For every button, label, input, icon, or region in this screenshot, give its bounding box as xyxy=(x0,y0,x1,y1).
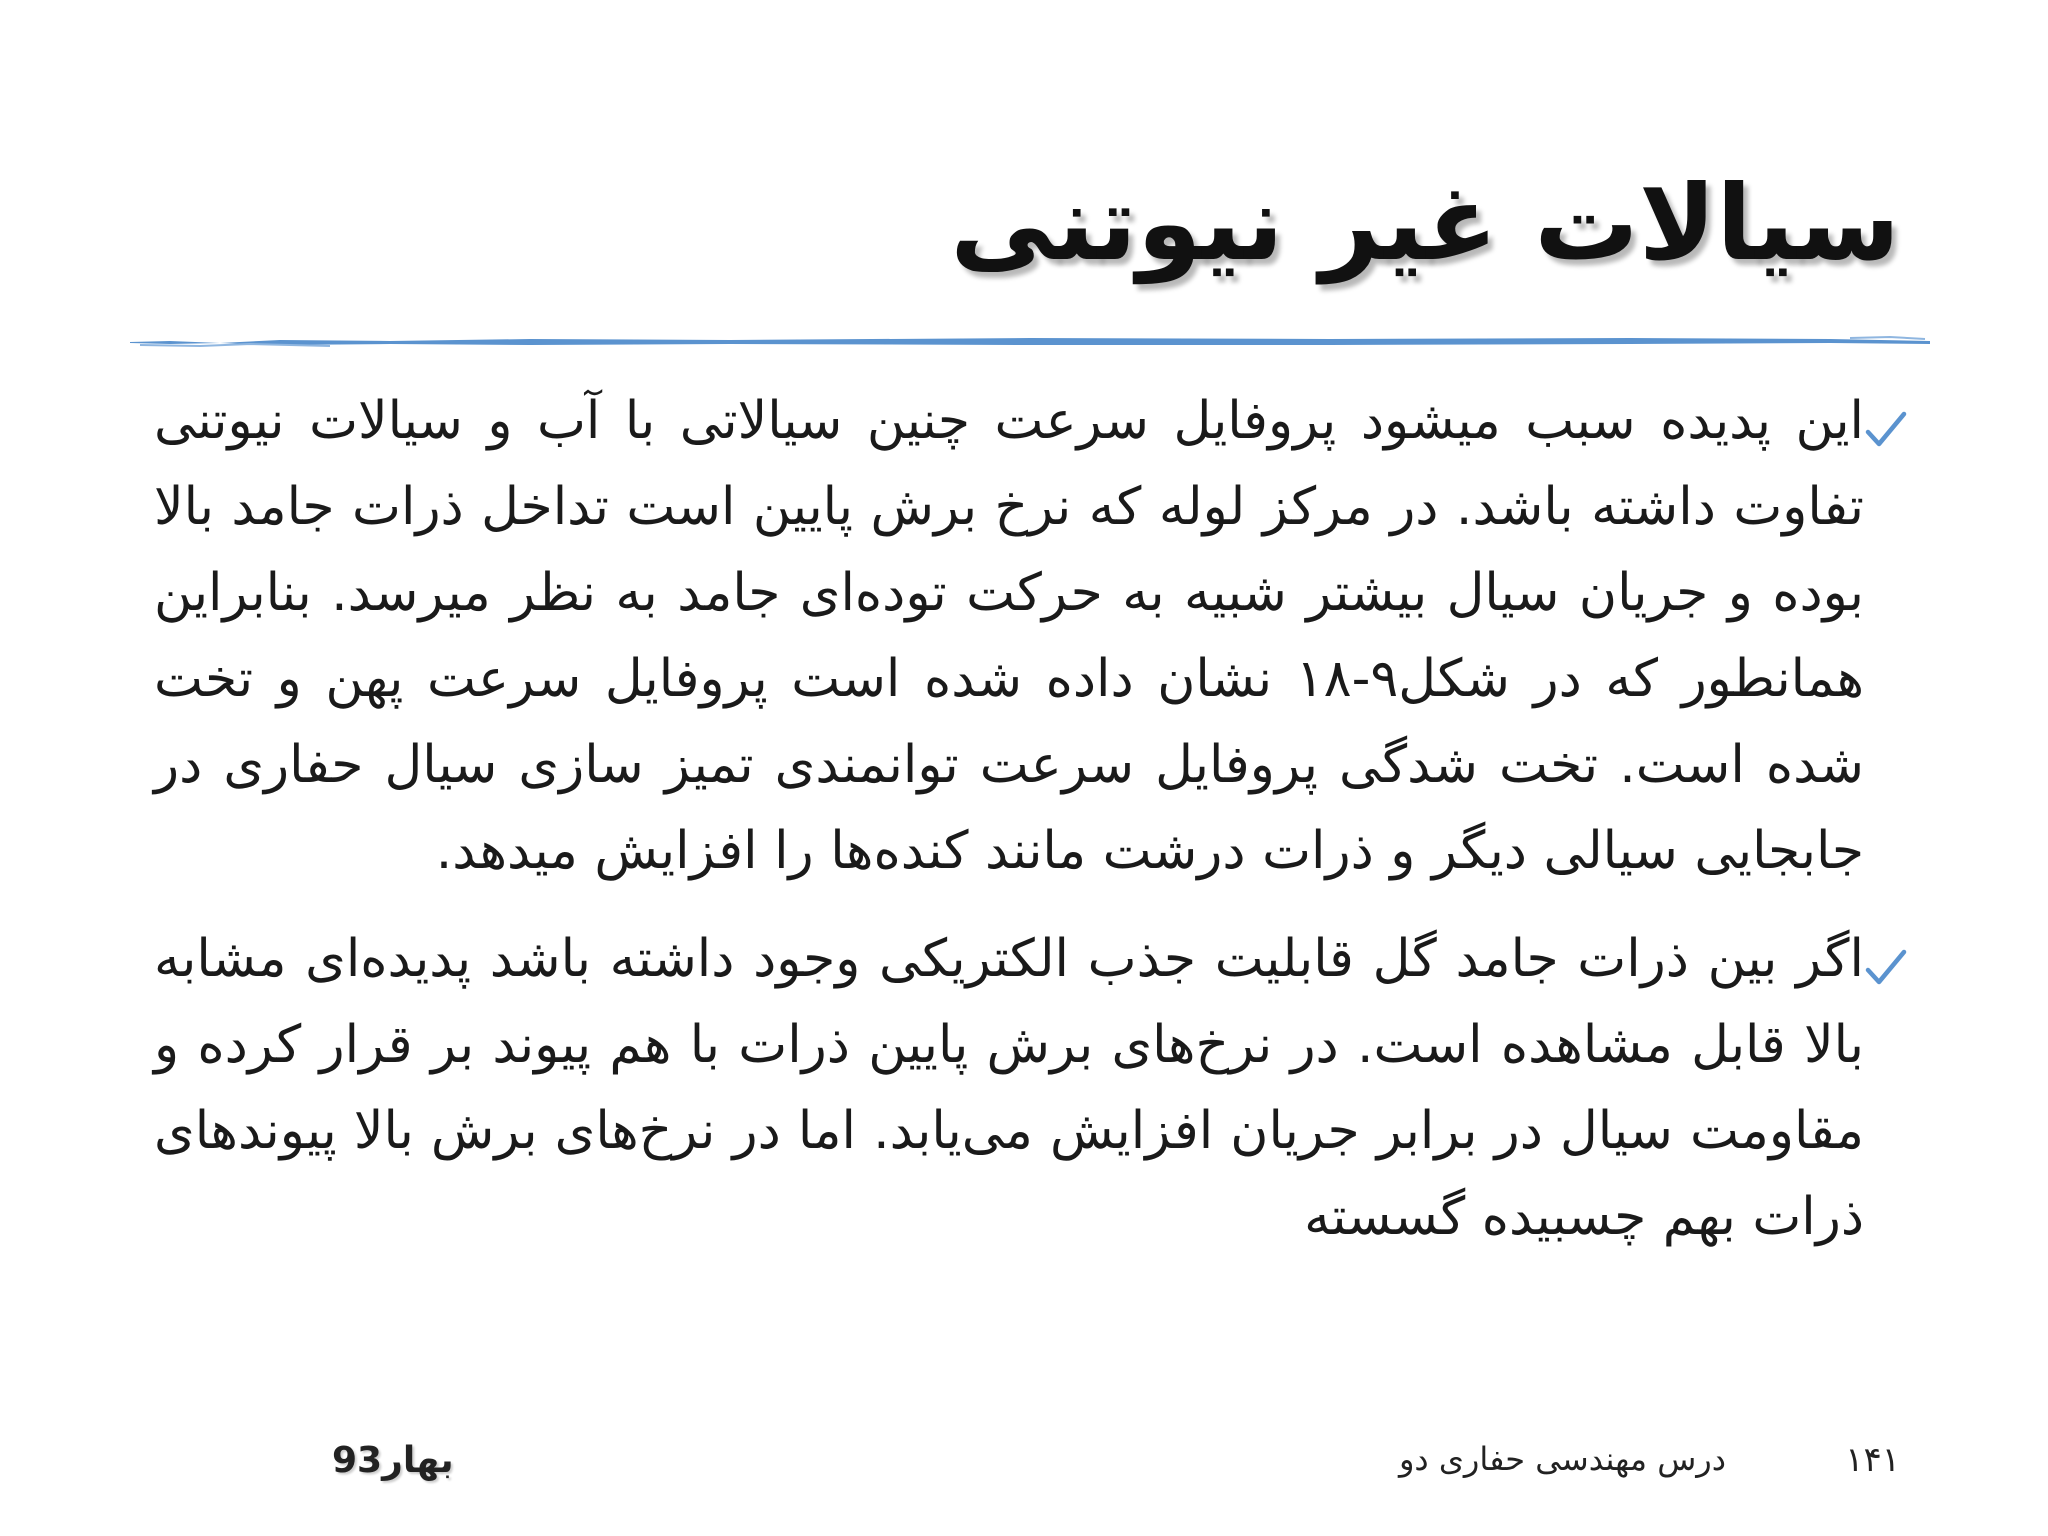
bullet-item xyxy=(148,916,1908,1260)
course-name: درس مهندسی حفاری دو xyxy=(1398,1440,1726,1478)
bullet-text: اگر بین ذرات جامد گل قابلیت جذب الکتریکی وجود داشته باشد پدیده‌ای مشابه بالا قابل مشاهده است. در نرخ‌های برش پایین ذرات با هم پیوند بر قرار کرده و مقاومت سیال در برابر جریان افزایش می‌یابد. اما در نرخ‌های برش بالا پیوندهای ذرات بهم چسبیده گسسته xyxy=(154,929,1864,1247)
slide-content xyxy=(148,378,1908,1260)
page-number: ۱۴۱ xyxy=(1845,1440,1900,1480)
title-divider xyxy=(130,330,1930,352)
check-icon xyxy=(1864,408,1908,452)
slide-title: سیالات غیر نیوتنی xyxy=(950,162,1900,284)
bullet-item xyxy=(148,378,1908,894)
bullet-text: این پدیده سبب میشود پروفایل سرعت چنین سیالاتی با آب و سیالات نیوتنی تفاوت داشته باشد. در مرکز لوله که نرخ برش پایین است تداخل ذرات جامد بالا بوده و جریان سیال بیشتر شبیه به حرکت توده‌ای جامد به نظر میرسد. بنابراین همانطور که در شکل۹-۱۸ نشان داده شده است پروفایل سرعت پهن و تخت شده است. تخت شدگی پروفایل سرعت توانمندی تمیز سازی سیال حفاری در جابجایی سیالی دیگر و ذرات درشت مانند کنده‌ها را افزایش میدهد. xyxy=(154,391,1864,881)
term-label: بهار93 xyxy=(332,1440,454,1481)
check-icon xyxy=(1864,946,1908,990)
